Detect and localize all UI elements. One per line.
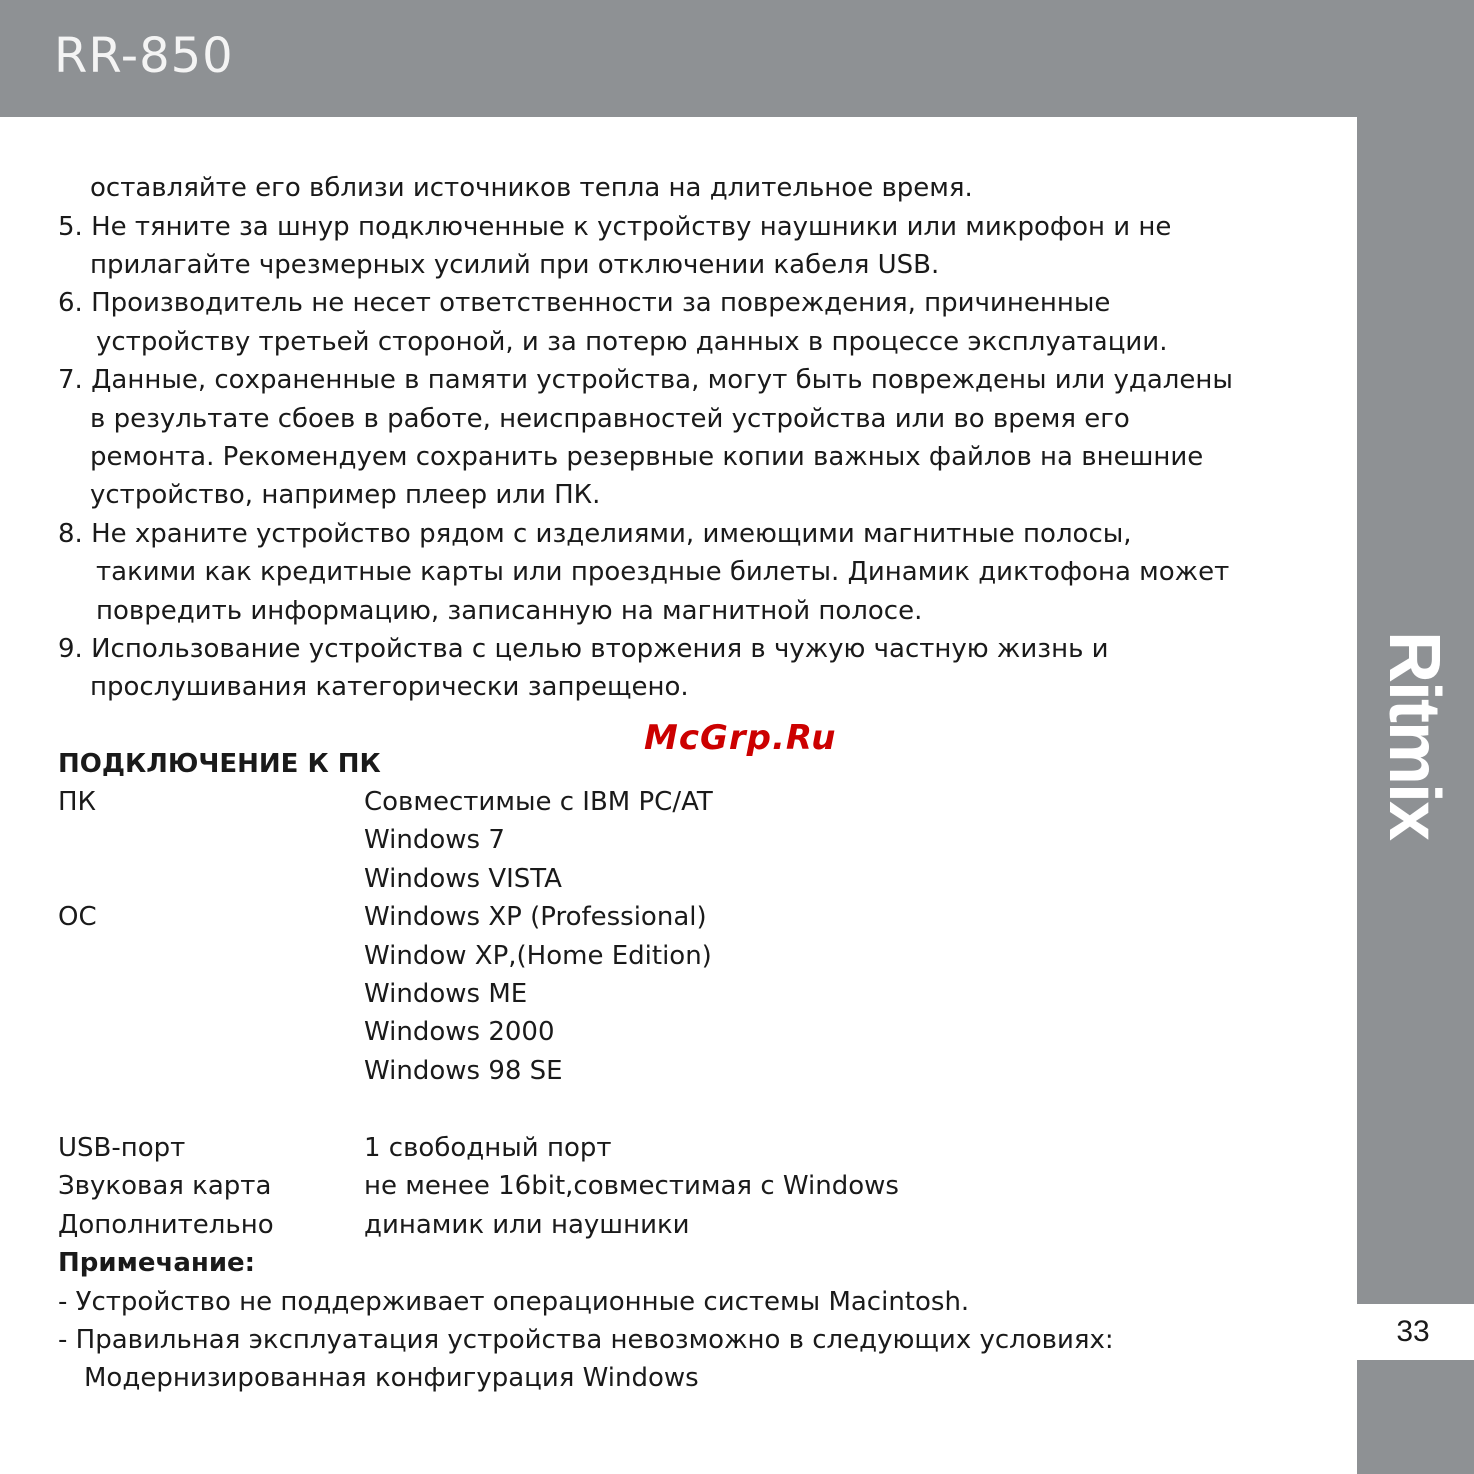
note-heading: Примечание: [58,1248,256,1278]
note-item: - Устройство не поддерживает операционные системы Macintosh. [58,1287,970,1317]
safety-item-9-line-1: 9. Использование устройства с целью вторжения в чужую частную жизнь и [58,634,1109,664]
spec-label-sound: Звуковая карта [58,1171,272,1201]
watermark: McGrp.Ru [644,718,837,758]
safety-item-8-line-2: такими как кредитные карты или проездные билеты. Динамик диктофона может [96,557,1230,587]
spec-value: Совместимые с IBM PC/AT [364,787,713,817]
spec-label-extra: Дополнительно [58,1210,274,1240]
safety-item-7-line-1: 7. Данные, сохраненные в памяти устройства, могут быть повреждены или удалены [58,365,1233,395]
model-title: RR-850 [54,28,234,84]
spec-value: Windows 7 [364,825,505,855]
safety-item-8-line-1: 8. Не храните устройство рядом с изделиями, имеющими магнитные полосы, [58,519,1132,549]
safety-continuation: оставляйте его вблизи источников тепла на длительное время. [90,173,973,203]
spec-value: 1 свободный порт [364,1133,612,1163]
safety-item-5-line-2: прилагайте чрезмерных усилий при отключении кабеля USB. [90,250,940,280]
spec-label-usb: USB-порт [58,1133,186,1163]
spec-value: Windows VISTA [364,864,562,894]
connection-heading: ПОДКЛЮЧЕНИЕ К ПК [58,749,381,779]
spec-label-os: ОС [58,902,97,932]
safety-item-7-line-2: в результате сбоев в работе, неисправностей устройства или во время его [90,404,1130,434]
spec-value: Windows 98 SE [364,1056,563,1086]
spec-value: Windows ME [364,979,528,1009]
brand-logo: Ritmix [1374,630,1454,840]
safety-item-5-line-1: 5. Не тяните за шнур подключенные к устройству наушники или микрофон и не [58,212,1172,242]
safety-item-9-line-2: прослушивания категорически запрещено. [90,672,689,702]
safety-item-6-line-1: 6. Производитель не несет ответственности за повреждения, причиненные [58,288,1111,318]
safety-item-8-line-3: повредить информацию, записанную на магнитной полосе. [96,596,923,626]
spec-value: Windows 2000 [364,1017,555,1047]
page-number: 33 [1396,1315,1430,1348]
safety-item-7-line-3: ремонта. Рекомендуем сохранить резервные копии важных файлов на внешние [90,442,1204,472]
note-item: Модернизированная конфигурация Windows [84,1363,699,1393]
spec-value: Windows XP (Professional) [364,902,707,932]
spec-value: Window XP,(Home Edition) [364,941,712,971]
safety-item-6-line-2: устройству третьей стороной, и за потерю данных в процессе эксплуатации. [96,327,1168,357]
spec-value: не менее 16bit,совместимая с Windows [364,1171,899,1201]
safety-item-7-line-4: устройство, например плеер или ПК. [90,480,601,510]
note-item: - Правильная эксплуатация устройства невозможно в следующих условиях: [58,1325,1114,1355]
spec-value: динамик или наушники [364,1210,690,1240]
spec-label-pc: ПК [58,787,97,817]
